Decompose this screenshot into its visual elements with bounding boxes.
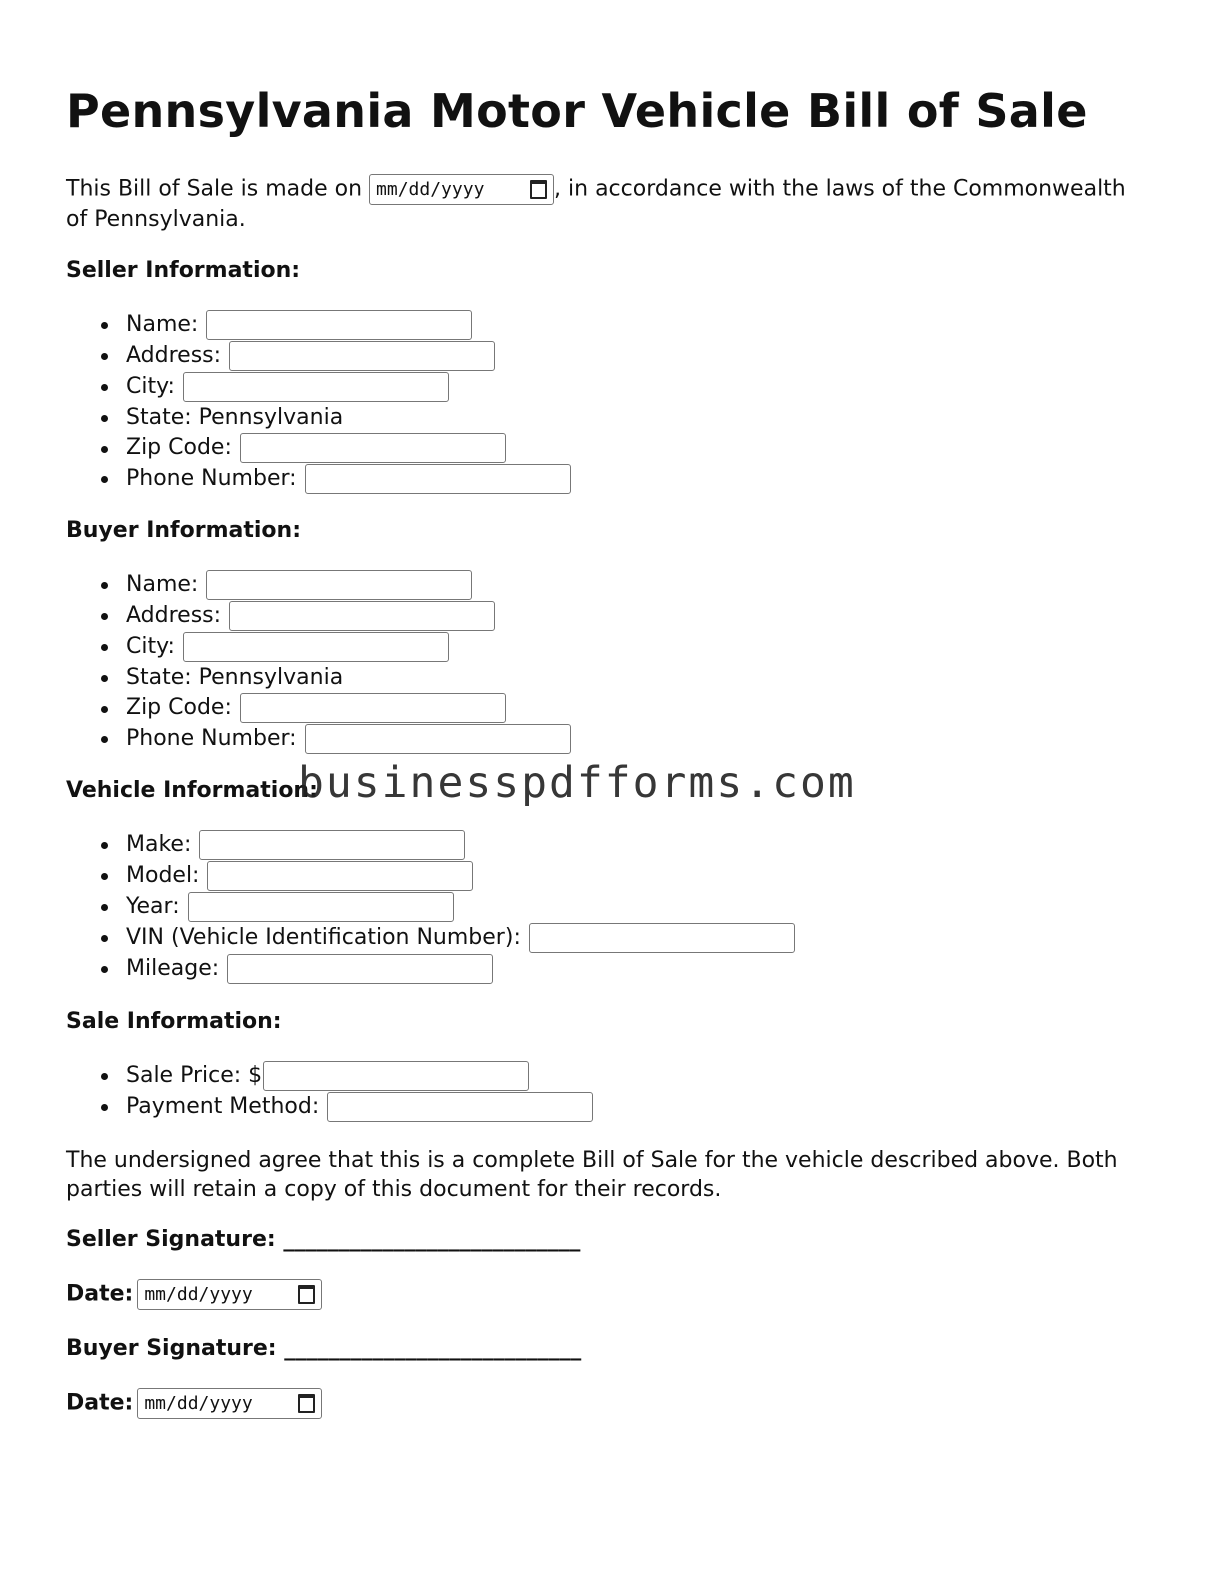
vehicle-make-label: Make:: [126, 832, 192, 857]
buyer-phone-label: Phone Number:: [126, 726, 297, 751]
buyer-city-label: City:: [126, 634, 175, 659]
page-title: Pennsylvania Motor Vehicle Bill of Sale: [66, 84, 1088, 138]
seller-zip-label: Zip Code:: [126, 435, 232, 460]
seller-phone-input[interactable]: [305, 464, 571, 494]
buyer-phone-input[interactable]: [305, 724, 571, 754]
sale-date-placeholder: mm/dd/yyyy: [376, 178, 485, 200]
list-item: [66, 693, 571, 723]
list-item: [66, 829, 795, 860]
vehicle-vin-input[interactable]: [529, 923, 795, 953]
seller-name-label: Name:: [126, 312, 199, 337]
seller-info-heading: Seller Information:: [66, 258, 301, 283]
vehicle-info-heading: Vehicle Information:: [66, 778, 318, 803]
list-item: [66, 402, 571, 433]
calendar-icon[interactable]: [298, 1394, 315, 1413]
seller-signature-line: Seller Signature: ___________________________: [66, 1227, 581, 1252]
buyer-zip-label: Zip Code:: [126, 695, 232, 720]
vehicle-mileage-label: Mileage:: [126, 956, 220, 981]
payment-method-input[interactable]: [327, 1092, 593, 1122]
vehicle-vin-label: VIN (Vehicle Identification Number):: [126, 925, 521, 950]
list-item: [66, 631, 571, 662]
vehicle-mileage-input[interactable]: [227, 954, 493, 984]
buyer-signature-line: Buyer Signature: ___________________________: [66, 1336, 582, 1361]
vehicle-make-input[interactable]: [199, 830, 465, 860]
seller-date-label: Date:: [66, 1281, 134, 1307]
list-item: [66, 340, 571, 371]
vehicle-year-label: Year:: [126, 894, 180, 919]
watermark-text: businesspdfforms.com: [298, 758, 856, 808]
list-item: [66, 463, 571, 494]
list-item: [66, 922, 795, 953]
vehicle-model-label: Model:: [126, 863, 200, 888]
buyer-state-text: State: Pennsylvania: [126, 665, 344, 690]
vehicle-fields-list: [66, 829, 795, 984]
list-item: [66, 860, 795, 891]
seller-date-input[interactable]: [137, 1279, 322, 1310]
list-item: [66, 891, 795, 922]
list-item: [66, 723, 571, 754]
intro-paragraph: [66, 174, 1146, 235]
seller-city-input[interactable]: [183, 372, 449, 402]
sale-date-input[interactable]: [369, 174, 554, 205]
seller-address-input[interactable]: [229, 341, 495, 371]
buyer-info-heading: Buyer Information:: [66, 518, 301, 543]
list-item: [66, 953, 795, 984]
sale-price-label: Sale Price: $: [126, 1063, 263, 1088]
seller-date-placeholder: mm/dd/yyyy: [144, 1284, 253, 1305]
buyer-date-placeholder: mm/dd/yyyy: [144, 1393, 253, 1414]
closing-paragraph: The undersigned agree that this is a complete Bill of Sale for the vehicle described above. Both parties will retain a copy of this document for their records.: [66, 1148, 1118, 1202]
buyer-date-row: [66, 1388, 322, 1419]
buyer-name-label: Name:: [126, 572, 199, 597]
buyer-address-input[interactable]: [229, 601, 495, 631]
list-item: [66, 1060, 593, 1091]
list-item: [66, 433, 571, 463]
vehicle-model-input[interactable]: [207, 861, 473, 891]
calendar-icon[interactable]: [530, 180, 547, 199]
buyer-fields-list: [66, 569, 571, 754]
buyer-date-label: Date:: [66, 1390, 134, 1416]
seller-fields-list: [66, 309, 571, 494]
seller-zip-input[interactable]: [240, 433, 506, 463]
seller-name-input[interactable]: [206, 310, 472, 340]
list-item: [66, 662, 571, 693]
sale-price-input[interactable]: [263, 1061, 529, 1091]
buyer-address-label: Address:: [126, 603, 222, 628]
sale-info-heading: Sale Information:: [66, 1009, 282, 1034]
seller-address-label: Address:: [126, 343, 222, 368]
list-item: [66, 371, 571, 402]
list-item: [66, 569, 571, 600]
intro-text-after: , in accordance with the laws of the Commonwealth of Pennsylvania.: [66, 176, 1126, 232]
buyer-date-input[interactable]: [137, 1388, 322, 1419]
seller-city-label: City:: [126, 374, 175, 399]
sale-fields-list: [66, 1060, 593, 1122]
list-item: [66, 1091, 593, 1122]
list-item: [66, 309, 571, 340]
buyer-city-input[interactable]: [183, 632, 449, 662]
intro-text-before: This Bill of Sale is made on: [66, 176, 370, 202]
buyer-zip-input[interactable]: [240, 693, 506, 723]
list-item: [66, 600, 571, 631]
payment-method-label: Payment Method:: [126, 1094, 320, 1119]
vehicle-year-input[interactable]: [188, 892, 454, 922]
seller-phone-label: Phone Number:: [126, 466, 297, 491]
buyer-name-input[interactable]: [206, 570, 472, 600]
seller-date-row: [66, 1279, 322, 1310]
calendar-icon[interactable]: [298, 1285, 315, 1304]
seller-state-text: State: Pennsylvania: [126, 405, 344, 430]
